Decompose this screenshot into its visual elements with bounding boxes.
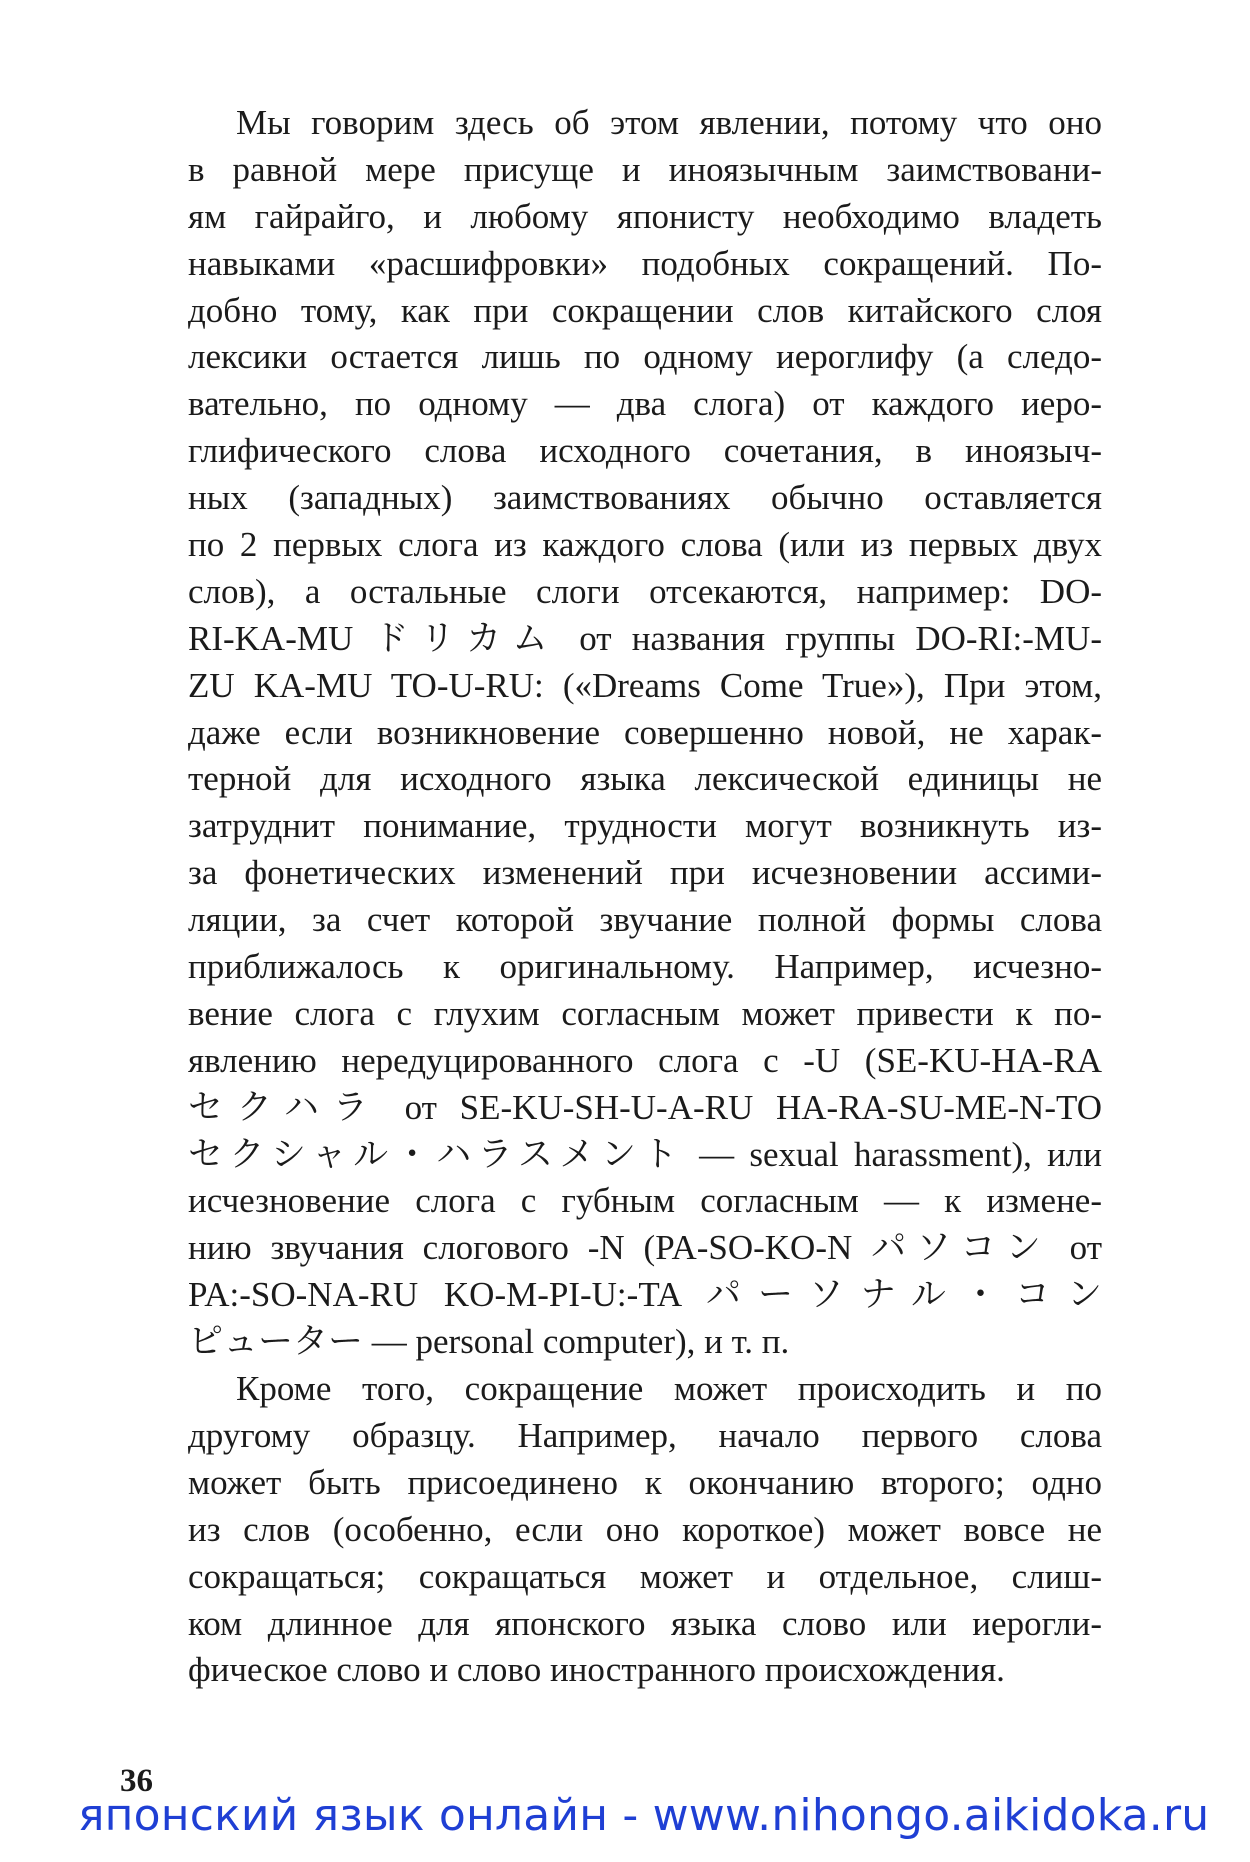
text-line: навыками «расшифровки» подобных сокращений. По- bbox=[188, 243, 1102, 283]
text-line: даже если возникновение совершенно новой, не харак- bbox=[188, 712, 1102, 752]
text-line: приближалось к оригинальному. Например, исчезно- bbox=[188, 947, 1102, 987]
text-line: затруднит понимание, трудности могут возникнуть из- bbox=[188, 806, 1102, 846]
paragraph-1 bbox=[188, 100, 1102, 1366]
watermark-link-text[interactable]: японский язык онлайн - www.nihongo.aikidoka.ru bbox=[78, 1790, 1210, 1841]
text-line: ляции, за счет которой звучание полной формы слова bbox=[188, 900, 1102, 940]
text-line: фическое слово и слово иностранного происхождения. bbox=[188, 1650, 1005, 1690]
paragraph-2 bbox=[188, 1366, 1102, 1694]
text-line: PA:-SO-NA-RU KO-M-PI-U:-TA パーソナル・コン bbox=[188, 1275, 1102, 1315]
text-line: может быть присоединено к окончанию второго; одно bbox=[188, 1462, 1102, 1502]
text-line: по 2 первых слога из каждого слова (или из первых двух bbox=[188, 525, 1102, 565]
text-line: глифического слова исходного сочетания, в иноязыч- bbox=[188, 431, 1102, 471]
text-line: セクシャル・ハラスメント — sexual harassment), или bbox=[188, 1134, 1102, 1174]
text-line: лексики остается лишь по одному иероглифу (а следо- bbox=[188, 337, 1102, 377]
text-line: Мы говорим здесь об этом явлении, потому что оно bbox=[236, 103, 1102, 142]
text-line: Кроме того, сокращение может происходить и по bbox=[236, 1369, 1102, 1409]
text-line: за фонетических изменений при исчезновении ассими- bbox=[188, 853, 1102, 893]
text-line: добно тому, как при сокращении слов китайского слоя bbox=[188, 290, 1102, 330]
text-line: вение слога с глухим согласным может привести к по- bbox=[188, 993, 1102, 1033]
text-line: ZU KA-MU TO-U-RU: («Dreams Come True»), При этом, bbox=[188, 665, 1102, 705]
text-line: из слов (особенно, если оно короткое) может вовсе не bbox=[188, 1509, 1102, 1549]
text-line: セクハラ от SE-KU-SH-U-A-RU HA-RA-SU-ME-N-TO bbox=[188, 1087, 1102, 1127]
text-line: сокращаться; сокращаться может и отдельное, слиш- bbox=[188, 1556, 1102, 1596]
text-line: ком длинное для японского языка слово или иерогли- bbox=[188, 1603, 1102, 1643]
text-line: нию звучания слогового -N (PA-SO-KO-N パソコン от bbox=[188, 1228, 1102, 1268]
text-line: явлению нередуцированного слога с -U (SE-KU-HA-RA bbox=[188, 1040, 1102, 1080]
text-line: ям гайрайго, и любому японисту необходимо владеть bbox=[188, 196, 1102, 236]
text-line: ピューター — personal computer), и т. п. bbox=[188, 1322, 790, 1362]
text-line: RI-KA-MU ドリカム от названия группы DO-RI:-MU- bbox=[188, 618, 1102, 658]
text-line: ных (западных) заимствованиях обычно оставляется bbox=[188, 478, 1102, 518]
text-line: исчезновение слога с губным согласным — к измене- bbox=[188, 1181, 1102, 1221]
text-line: в равной мере присуще и иноязычным заимствовани- bbox=[188, 149, 1102, 189]
text-line: другому образцу. Например, начало первого слова bbox=[188, 1415, 1102, 1455]
page-number: 36 bbox=[120, 1763, 153, 1799]
text-line: слов), а остальные слоги отсекаются, например: DO- bbox=[188, 571, 1102, 611]
page-text bbox=[188, 100, 1102, 1694]
text-line: вательно, по одному — два слога) от каждого иеро- bbox=[188, 384, 1102, 424]
text-line: терной для исходного языка лексической единицы не bbox=[188, 759, 1102, 799]
